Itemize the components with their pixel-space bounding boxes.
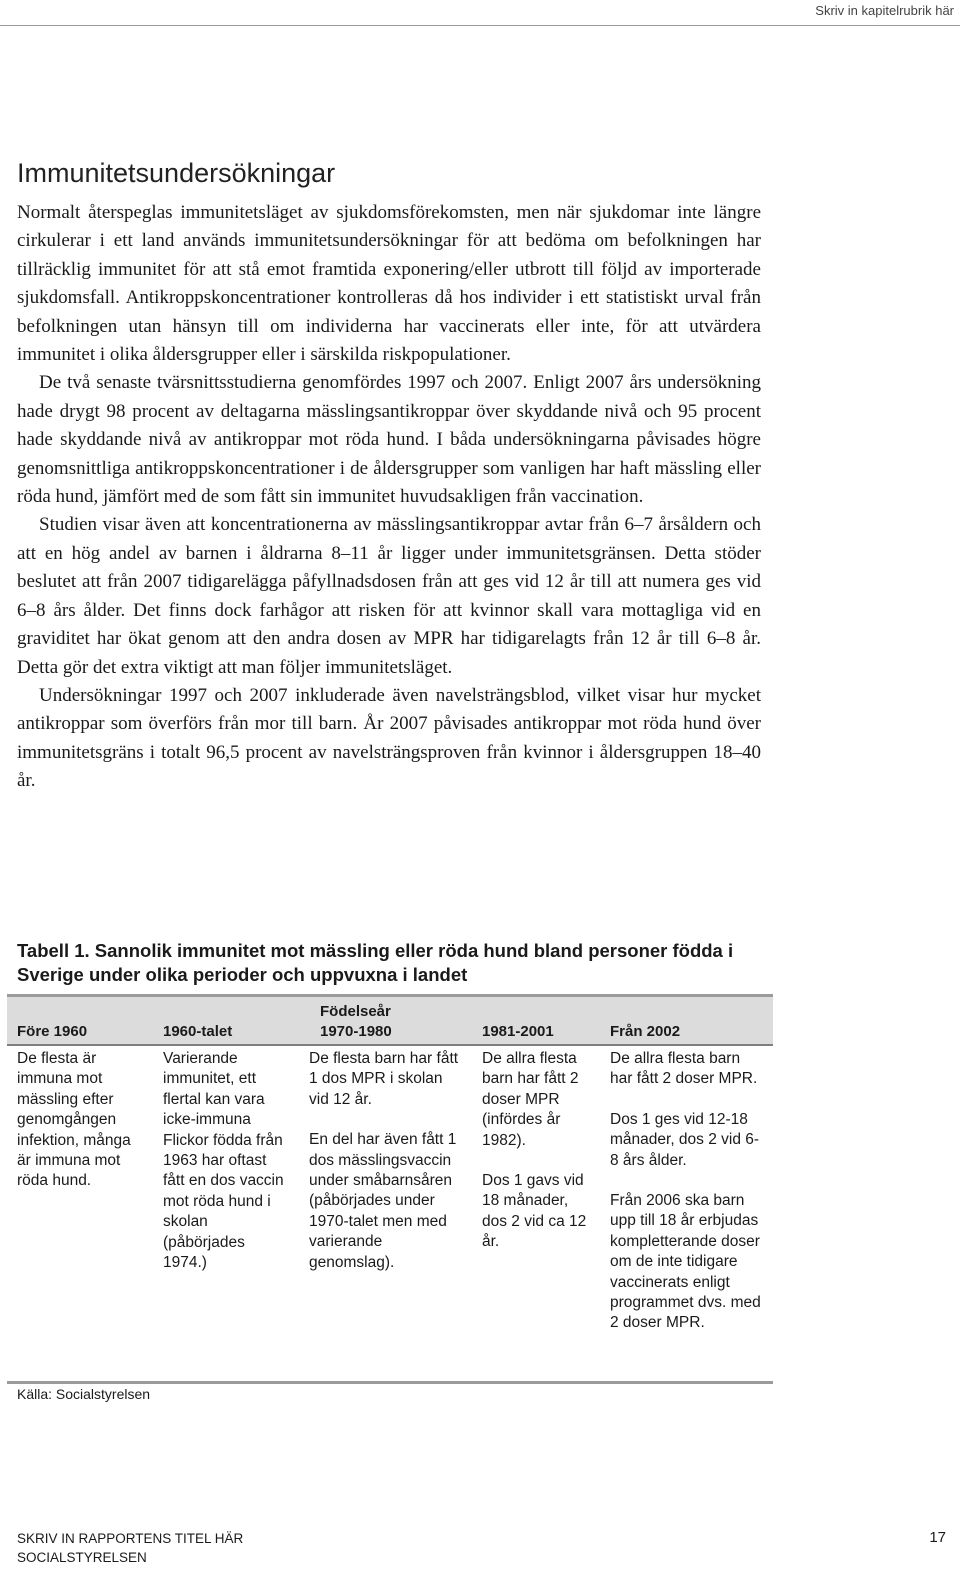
running-header: Skriv in kapitelrubrik här xyxy=(815,3,954,18)
page-number: 17 xyxy=(929,1529,946,1546)
table-cell: De allra flesta barn har fått 2 doser MPR (infördes år 1982). Dos 1 gavs vid 18 månader, dos 2 vid ca 12 år. xyxy=(482,1050,587,1251)
table-source-note: Källa: Socialstyrelsen xyxy=(17,1386,151,1402)
column-header: 1970-1980 xyxy=(320,1023,392,1040)
table-cell: De flesta är immuna mot mässling efter genomgången infektion, många är immuna mot röda hund. xyxy=(17,1050,131,1190)
paragraph: Undersökningar 1997 och 2007 inkluderade även navelsträngsblod, vilket visar hur mycket antikroppar som överförs från mor till barn. År 2007 påvisades antikroppar mot röda hund över immunitetsgräns i totalt 96,5 procent av navelsträngsproven från kvinnor i åldersgruppen 18–40 år. xyxy=(17,684,761,792)
table-group-header: Födelseår xyxy=(320,1003,391,1020)
column-header: 1960-talet xyxy=(163,1023,233,1040)
section-heading: Immunitetsundersökningar xyxy=(17,158,336,188)
table-cell: De flesta barn har fått 1 dos MPR i skolan vid 12 år. En del har även fått 1 dos mässlingsvaccin under småbarnsåren (påbörjades under 1970-talet men med varierande genomslag). xyxy=(309,1050,459,1271)
header-rule xyxy=(0,25,960,26)
table-caption: Tabell 1. Sannolik immunitet mot mässling eller röda hund bland personer födda i Sverige under olika perioder och uppvuxna i landet xyxy=(17,940,734,985)
paragraph: Studien visar även att koncentrationerna av mässlingsantikroppar avtar från 6–7 årsåldern och att en hög andel av barnen i åldrarna 8–11 år ligger under immunitetsgränsen. Detta stöder beslutet att från 2007 tidigarelägga påfyllnadsdosen från att ges vid 12 år till att numera ges vid 6–8 års ålder. Det finns dock farhågor att risken för att kvinnor skall vara mottagliga vid en graviditet har ökat genom att den andra dosen av MPR har tidigarelagts från 12 år till 6–8 år. Detta gör det extra viktigt att man följer immunitetsläget. xyxy=(17,514,761,678)
footer-report-title: SKRIV IN RAPPORTENS TITEL HÄR xyxy=(17,1531,244,1546)
column-header: Före 1960 xyxy=(17,1023,88,1040)
table-cell: Varierande immunitet, ett flertal kan vara icke-immuna Flickor födda från 1963 har oftast fått en dos vaccin mot röda hund i skolan (påbörjades 1974.) xyxy=(163,1050,284,1272)
table-cell: De allra flesta barn har fått 2 doser MPR. Dos 1 ges vid 12-18 månader, dos 2 vid 6-8 års ålder. Från 2006 ska barn upp till 18 år erbjudas kompletterande doser om de inte tidigare vaccinerats enligt programmet dvs. med 2 doser MPR. xyxy=(610,1050,761,1332)
paragraph: De två senaste tvärsnittsstudierna genomfördes 1997 och 2007. Enligt 2007 års undersökning hade drygt 98 procent av deltagarna mässlingsantikroppar över skyddande nivå och 95 procent hade skyddande nivå av antikroppar mot röda hund. I båda undersökningarna påvisades högre genomsnittliga antikroppskoncentrationer i de åldersgrupper som vanligen har haft mässling eller röda hund, jämfört med de som fått sin immunitet huvudsakligen från vaccination. xyxy=(17,372,761,508)
body-text xyxy=(17,199,761,796)
footer-organization: SOCIALSTYRELSEN xyxy=(17,1550,147,1565)
column-header: 1981-2001 xyxy=(482,1023,554,1040)
table-bottom-rule xyxy=(7,1381,773,1384)
column-header: Från 2002 xyxy=(610,1023,681,1040)
paragraph: Normalt återspeglas immunitetsläget av sjukdomsförekomsten, men när sjukdomar inte längre cirkulerar i ett land används immunitetsundersökningar för att bedöma om befolkningen har tillräcklig immunitet för att stå emot framtida exponering/eller utbrott till följd av importerade sjukdomsfall. Antikroppskoncentrationer kontrolleras då hos individer i ett statistiskt urval från befolkningen utan hänsyn till om individerna har vaccinerats eller inte, för att utvärdera immunitet i olika åldersgrupper eller i särskilda riskpopulationer. xyxy=(17,202,761,366)
